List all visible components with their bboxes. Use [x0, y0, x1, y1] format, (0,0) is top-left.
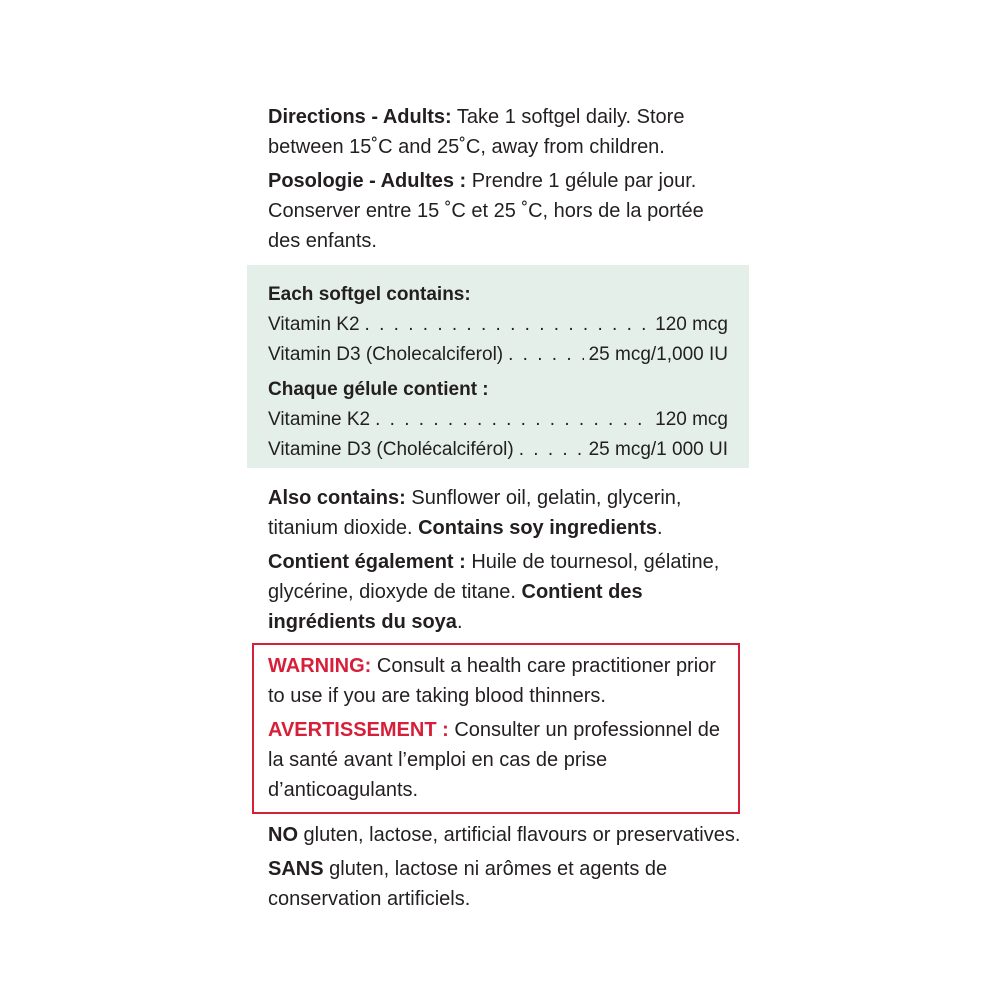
- free-from-en-text: gluten, lactose, artificial flavours or preservatives.: [298, 824, 741, 846]
- also-en: [268, 483, 738, 543]
- contents-en-heading: Each softgel contains:: [268, 284, 471, 305]
- contents-item-value: 120 mcg: [655, 409, 728, 430]
- directions-section: [268, 102, 738, 256]
- contents-item-name: Vitamin K2: [268, 314, 360, 335]
- warning-fr: [268, 715, 728, 805]
- also-fr-end: .: [456, 611, 463, 633]
- other-ingredients-section: [268, 483, 738, 637]
- also-fr: [268, 547, 738, 637]
- also-en-bold: Contains soy ingredients: [418, 517, 658, 539]
- directions-fr: [268, 166, 738, 256]
- directions-en: [268, 102, 738, 162]
- dot-leader: [375, 405, 650, 435]
- contents-item-value: 120 mcg: [655, 314, 728, 335]
- contents-item-value: 25 mcg/1 000 UI: [588, 439, 728, 460]
- contents-row: [268, 405, 728, 435]
- contents-row: [268, 310, 728, 340]
- dot-leader: [519, 435, 584, 465]
- free-from-en: [268, 820, 741, 850]
- also-fr-text: Huile de tournesol, gélatine, glycérine, dioxyde de titane.: [268, 551, 720, 603]
- warning-fr-label: AVERTISSEMENT :: [268, 719, 449, 741]
- also-en-text: Sunflower oil, gelatin, glycerin, titanium dioxide.: [268, 487, 682, 539]
- free-from-en-label: NO: [268, 824, 298, 846]
- also-fr-bold: Contient des ingrédients du soya: [268, 581, 643, 633]
- also-en-end: .: [657, 517, 663, 539]
- warning-fr-text: Consulter un professionnel de la santé avant l’emploi en cas de prise d’anticoagulants.: [268, 719, 721, 801]
- dot-leader: [508, 340, 583, 370]
- free-from-fr-label: SANS: [268, 858, 324, 880]
- directions-fr-text: Prendre 1 gélule par jour. Conserver entre 15 ˚C et 25 ˚C, hors de la portée des enfants.: [268, 170, 704, 252]
- directions-en-label: Directions - Adults:: [268, 106, 452, 128]
- free-from-section: [268, 820, 741, 914]
- directions-fr-label: Posologie - Adultes :: [268, 170, 467, 192]
- contents-item-name: Vitamine D3 (Cholécalciférol): [268, 439, 514, 460]
- warning-en-text: Consult a health care practitioner prior to use if you are taking blood thinners.: [268, 655, 716, 707]
- also-en-label: Also contains:: [268, 487, 406, 509]
- contents-row: [268, 340, 728, 370]
- directions-en-text: Take 1 softgel daily. Store between 15˚C and 25˚C, away from children.: [268, 106, 685, 158]
- dot-leader: [365, 310, 651, 340]
- contents-item-value: 25 mcg/1,000 IU: [588, 344, 728, 365]
- warning-en-label: WARNING:: [268, 655, 372, 677]
- contents-item-name: Vitamine K2: [268, 409, 371, 430]
- also-fr-label: Contient également :: [268, 551, 466, 573]
- warning-en: [268, 651, 728, 711]
- contents-row: [268, 435, 728, 465]
- free-from-fr: [268, 854, 738, 914]
- contents-item-name: Vitamin D3 (Cholecalciferol): [268, 344, 504, 365]
- warning-box: [252, 643, 740, 814]
- contents-fr-heading: Chaque gélule contient :: [268, 379, 489, 400]
- free-from-fr-text: gluten, lactose ni arômes et agents de conservation artificiels.: [268, 858, 668, 910]
- contents-box: [247, 265, 749, 468]
